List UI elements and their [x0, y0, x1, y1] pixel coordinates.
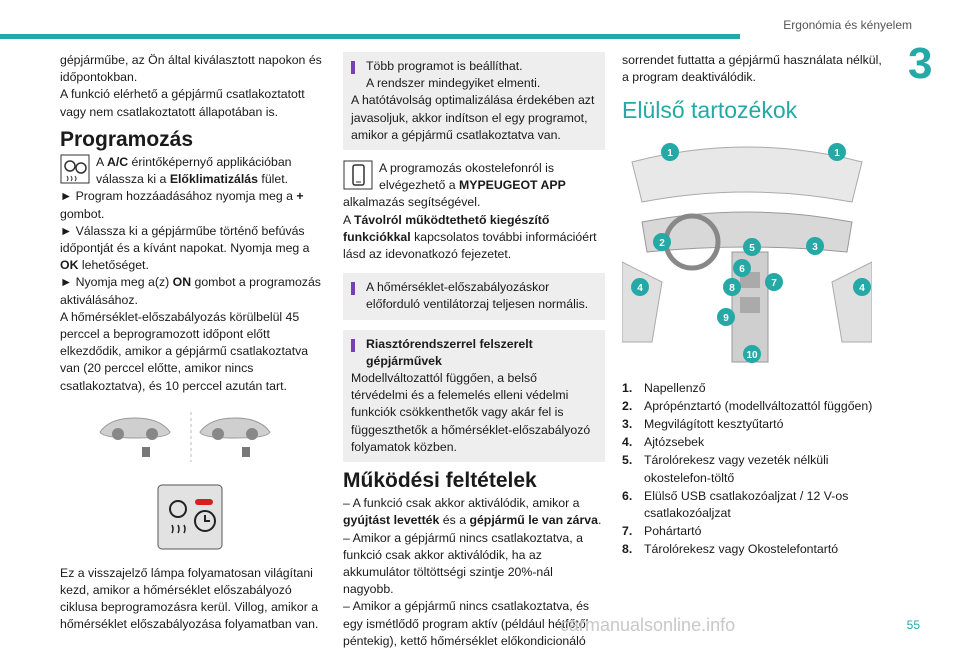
info-box-alarm: Riasztórendszerrel felszerelt gépjárművek Modellváltozattól függően, a belső térvédelmi és a felemelés elleni védelmi funkciók csökkenthetők vagy akár fel is függeszthetők a hőmérséklet-előszabályozó folyamatok közben. — [343, 330, 605, 462]
callout-label: 6 — [739, 263, 745, 275]
legend-item — [622, 380, 890, 397]
legend-text: Elülső USB csatlakozóaljzat / 12 V-os csatlakozóaljzat — [644, 488, 849, 521]
legend-number: 6. — [622, 488, 633, 503]
legend-item — [622, 488, 890, 522]
callout-label: 3 — [812, 241, 818, 253]
callout-label: 1 — [834, 147, 840, 159]
legend-item — [622, 416, 890, 433]
car-side-illustration — [60, 407, 322, 469]
intro-text-1: gépjárműbe, az Ön által kiválasztott napokon és időpontokban. — [60, 53, 322, 85]
legend-text: Tárolórekesz vagy vezeték nélküli okostelefon-töltő — [644, 453, 829, 485]
legend-text: Pohártartó — [644, 524, 702, 539]
info-icon — [351, 336, 358, 370]
legend-item — [622, 452, 890, 486]
legend-item — [622, 434, 890, 451]
legend-text: Napellenző — [644, 380, 706, 395]
smartphone-icon — [343, 160, 373, 190]
callout-label: 1 — [667, 147, 673, 159]
continued-text: sorrendet futtatta a gépjármű használata nélkül, a program deaktiválódik. — [622, 53, 882, 85]
smartphone-note: A programozás okostelefonról is elvégezhető a MYPEUGEOT APP alkalmazás segítségével. A Távolról működtethető kiegészítő funkciókkal kapcsolatos további információért lásd az idevonatkozó fejezetet. — [343, 161, 597, 262]
step-2: ► Válassza ki a gépjárműbe történő befúvás időpontját és a kívánt napokat. Nyomja meg a OK lehetőséget. — [60, 223, 310, 273]
legend-item — [622, 523, 890, 540]
callout-label: 7 — [771, 277, 777, 289]
info-icon — [351, 279, 358, 313]
info-icon — [351, 58, 358, 92]
callout-label: 9 — [723, 312, 729, 324]
preconditioning-icon — [60, 154, 90, 184]
legend-number: 4. — [622, 435, 633, 450]
info-box-fan-noise: A hőmérséklet-előszabályozáskor előforduló ventilátorzaj teljesen normális. — [343, 273, 605, 319]
legend-item — [622, 398, 890, 415]
front-accessories-heading: Elülső tartozékok — [622, 97, 798, 124]
car-interior-illustration — [622, 132, 872, 366]
step-3: ► Nyomja meg a(z) ON gombot a programozás aktiválásához. — [60, 275, 321, 307]
callout-label: 8 — [729, 282, 735, 294]
indicator-lamp-illustration — [60, 481, 322, 553]
legend-number: 1. — [622, 380, 633, 395]
callout-label: 4 — [859, 282, 865, 294]
accessories-legend — [622, 380, 890, 559]
step-1: ► Program hozzáadásához nyomja meg a + gombot. — [60, 189, 304, 221]
callout-label: 5 — [749, 242, 755, 254]
column-3 — [622, 52, 890, 560]
legend-text: Tárolórekesz vagy Okostelefontartó — [644, 542, 839, 557]
condition-2: – Amikor a gépjármű nincs csatlakoztatva, a funkció csak akkor aktiválódik, ha az akkumulátor töltöttségi szintje 20%-nál nagyobb. — [343, 530, 583, 597]
section-title: Ergonómia és kényelem — [783, 18, 912, 32]
intro-text-2: A funkció elérhető a gépjármű csatlakoztatott vagy nem csatlakoztatott állapotában is. — [60, 87, 305, 119]
header-accent-bar — [0, 34, 740, 39]
legend-number: 3. — [622, 417, 633, 432]
legend-text: Megvilágított kesztyűtartó — [644, 417, 784, 432]
page-number: 55 — [906, 618, 920, 632]
legend-text: Aprópénztartó (modellváltozattól függően) — [644, 398, 873, 413]
conditions-heading: Működési feltételek — [343, 469, 537, 493]
watermark: carmanualsonline.info — [560, 615, 736, 635]
indicator-paragraph: Ez a visszajelző lámpa folyamatosan világítani kezd, amikor a hőmérséklet előszabályozó ciklusa beprogramozásra kerül. Villog, amikor a hőmérséklet előszabályozása folyamatban van. — [60, 565, 319, 632]
legend-item — [622, 541, 890, 558]
condition-3: – Amikor a gépjármű nincs csatlakoztatva, és egy ismétlődő program aktív (például hétfőtől péntekig), kettő hőmérséklet előkondicionáló — [343, 599, 590, 648]
timing-paragraph: A hőmérséklet-előszabályozás körülbelül 45 perccel a beprogramozott időpont előtt elkezdődik, amikor a gépjármű csatlakoztatva van (20 perccel előtte, amikor nincs csatlakoztatva), és 10 perccel azután tart. — [60, 309, 309, 393]
legend-number: 5. — [622, 453, 633, 468]
legend-text: Ajtózsebek — [644, 435, 705, 450]
info-box-programs: Több programot is beállíthat. A rendszer mindegyiket elmenti. A hatótávolság optimalizálása érdekében azt javasoljuk, akkor indítson el egy programot, amikor a gépjármű csatlakoztatva van. — [343, 52, 605, 150]
callout-label: 4 — [637, 282, 643, 294]
callout-label: 2 — [659, 237, 665, 249]
column-2 — [343, 52, 605, 650]
condition-1: – A funkció csak akkor aktiválódik, amikor a gyújtást levették és a gépjármű le van zárva. — [343, 496, 602, 528]
legend-number: 2. — [622, 398, 633, 413]
chapter-number: 3 — [908, 39, 933, 88]
legend-number: 8. — [622, 542, 633, 557]
callout-label: 10 — [746, 349, 758, 361]
column-1 — [60, 52, 322, 634]
programming-heading: Programozás — [60, 127, 194, 151]
ac-instruction: A A/C érintőképernyő applikációban válassza ki a Előklimatizálás fület. — [60, 154, 322, 188]
legend-number: 7. — [622, 524, 633, 539]
